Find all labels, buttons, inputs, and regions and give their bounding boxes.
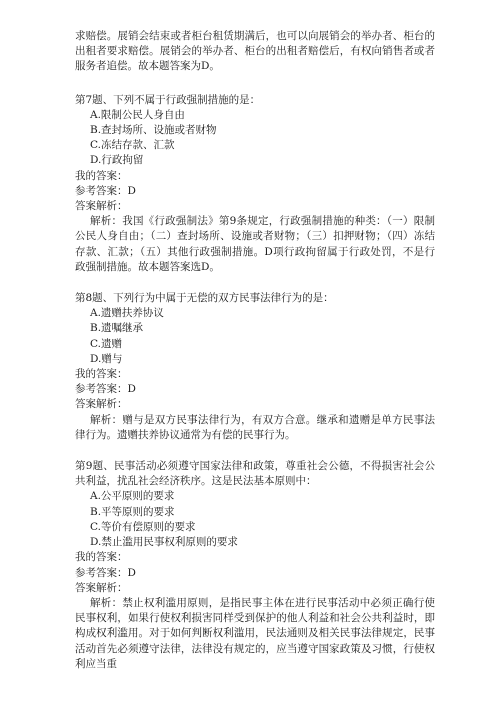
analysis-label: 答案解析： [75,581,128,594]
my-answer: 我的答案： [75,368,128,381]
question-block [75,291,435,443]
question-title: 第7题、下列不属于行政强制措施的是： [75,93,261,106]
reference-answer: 参考答案：D [75,566,136,579]
intro-paragraph: 求赔偿。展销会结束或者柜台租赁期满后，也可以向展销会的举办者、柜台的出租者要求赔偿。展销会的举办者、柜台的出租者赔偿后，有权向销售者或者服务者追偿。故本题答案为D。 [75,30,435,73]
my-answer: 我的答案： [75,169,128,182]
reference-answer: 参考答案：D [75,383,136,396]
document-body [75,29,435,672]
option-a: A.遗赠扶养协议 [90,307,164,320]
analysis-label: 答案解析： [75,398,128,411]
option-d: D.禁止滥用民事权利原则的要求 [90,536,238,549]
question-block [75,459,435,672]
analysis-label: 答案解析： [75,200,128,213]
reference-answer: 参考答案：D [75,184,136,197]
option-c: C.冻结存款、汇款 [90,139,175,152]
option-a: A.限制公民人身自由 [90,108,185,121]
question-title: 第9题、民事活动必须遵守国家法律和政策，尊重社会公德，不得损害社会公共利益，扰乱社会经济秩序。这是民法基本原则中： [75,460,435,488]
option-c: C.等价有偿原则的要求 [90,520,196,533]
option-d: D.行政拘留 [90,154,144,167]
option-b: B.遗嘱继承 [90,322,144,335]
analysis-text: 解析：我国《行政强制法》第9条规定，行政强制措施的种类：（一）限制公民人身自由；（二）查封场所、设施或者财物；（三）扣押财物；（四）冻结存款、汇款；（五）其他行政强制措施。D项行政拘留属于行政处罚，不是行政强制措施。故本题答案选D。 [75,215,435,273]
option-b: B.平等原则的要求 [90,505,175,518]
option-b: B.查封场所、设施或者财物 [90,124,217,137]
analysis-text: 解析：赠与是双方民事法律行为，有双方合意。继承和遗赠是单方民事法律行为。遗赠扶养协议通常为有偿的民事行为。 [75,413,435,441]
option-c: C.遗赠 [90,337,122,350]
option-d: D.赠与 [90,352,123,365]
option-a: A.公平原则的要求 [90,490,175,503]
question-title: 第8题、下列行为中属于无偿的双方民事法律行为的是： [75,292,334,305]
question-block [75,93,435,275]
my-answer: 我的答案： [75,551,128,564]
analysis-text: 解析：禁止权利滥用原则，是指民事主体在进行民事活动中必须正确行使民事权利，如果行使权利损害同样受到保护的他人利益和社会公共利益时，即构成权利滥用。对于如何判断权利滥用，民法通则及相关民事法律规定，民事活动首先必须遵守法律，法律没有规定的，应当遵守国家政策及习惯，行使权利应当重 [75,596,435,670]
